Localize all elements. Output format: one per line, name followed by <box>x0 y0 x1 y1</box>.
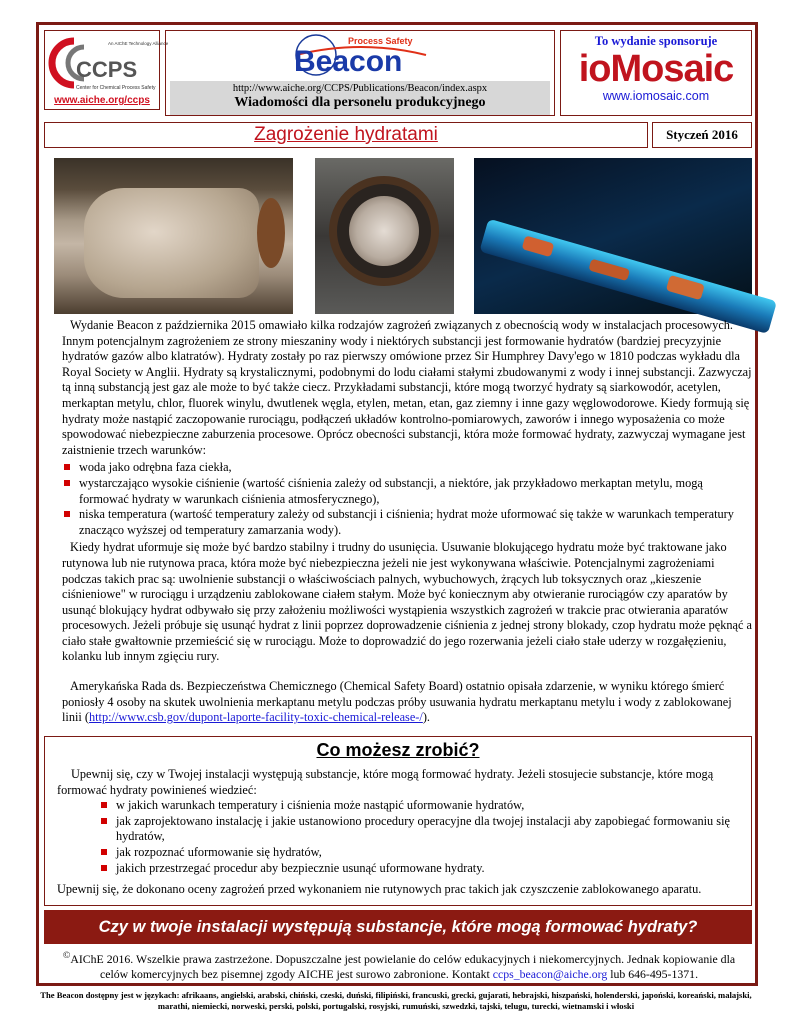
condition-item: wystarczająco wysokie ciśnienie (wartość ciśnienia zależy od substancji, a niektóre, jak przykładowo merkaptan metylu, mogą formować hydraty w warunkach ciśnienia atmosferycznego), <box>64 476 754 507</box>
title-box <box>44 122 648 148</box>
beacon-url[interactable]: http://www.aiche.org/CCPS/Publications/Beacon/index.aspx <box>232 83 488 94</box>
csb-paragraph: Amerykańska Rada ds. Bezpieczeństwa Chemicznego (Chemical Safety Board) ostatnio opisała zdarzenie, w wyniku którego śmierć poniosły 4 osoby na skutek uwolnienia merkaptanu metylu podczas próby usuwania hydratu merkaptanu metylu i wody z zablokowanej linii (http://www.csb.gov/dupont-laporte-facility-toxic-chemical-release-/). <box>62 679 732 725</box>
issue-date: Styczeń 2016 <box>666 127 738 142</box>
ccps-tagline: An AIChE Technology Alliance <box>108 41 169 46</box>
ccps-logo <box>46 33 169 95</box>
article-body <box>62 318 754 726</box>
what-list <box>101 798 739 876</box>
sponsor-box <box>560 30 752 116</box>
what-intro: Upewnij się, czy w Twojej instalacji występują substancje, które mogą formować hydraty. Jeżeli stosujecie substancje, które mogą formować hydraty powinieneś wiedzieć: <box>57 767 714 797</box>
photo-iced-pipeline <box>474 158 752 314</box>
hydrate-removal-paragraph: Kiedy hydrat uformuje się może być bardzo stabilny i trudny do usunięcia. Usuwanie blokującego hydratu może być traktowane jako rutynowa lub nie rutynowa praca, która może być niebezpieczna jeżeli nie jest wykonywana właściwie. Potencjalnymi zagrożeniami podczas takich prac są: uwolnienie substancji o właściwościach palnych, wybuchowych, żrących lub toksycznych oraz „kieszenie ciśnieniowe" w rurociągu i urządzeniu zablokowane ciałem stałym. Może być koniecznym aby otwieranie rurociągów czy aparatów by usunąć blokujący hydrat odbywało się przy założeniu możliwości wystąpienia wszystkich zagrożeń w trakcie prac otwierania aparatów procesowych. Jeżeli próbuje się usunąć hydrat z linii poprzez doprowadzenie ciśnienia z jednej strony blokady, czop hydratu może pęknąć a ciało stałe gwałtownie przemieścić się w rurociągu. Może to doprowadzić do jego rozerwania jeżeli ciało stałe uderzy w rozgałęzieniu, kolanku lub innym zgięciu rury. <box>62 540 752 664</box>
condition-item: niska temperatura (wartość temperatury zależy od substancji i ciśnienia; hydrat może uformować się także w warunkach temperatury znacząco wyższej od temperatury zamarzania wody). <box>64 507 754 538</box>
ccps-name: Center for Chemical Process Safety <box>76 85 156 91</box>
date-box <box>652 122 752 148</box>
conditions-list <box>64 460 754 538</box>
photo-pipe-cross-section <box>315 158 454 314</box>
what-outro: Upewnij się, że dokonano oceny zagrożeń przed wykonaniem nie rutynowych prac takich jak czyszczenie zablokowanego aparatu. <box>57 882 702 897</box>
languages-footer: The Beacon dostępny jest w językach: afrikaans, angielski, arabski, chiński, czeski, duński, filipiński, francuski, grecki, gujarati, hebrajski, hiszpański, holenderski, japoński, koreański, malajski, marathi, niemiecki, norweski, perski, polski, portugalski, rosyjski, rumuński, szwedzki, tajski, telugu, turecki, wietnamski i włoski <box>40 990 752 1011</box>
beacon-box <box>165 30 555 116</box>
condition-item: woda jako odrębna faza ciekła, <box>64 460 754 476</box>
what-item: jak zaprojektowano instalację i jakie ustanowiono procedury operacyjne dla twojej instalacji aby zapobiegać formowaniu się hydratów, <box>101 814 739 845</box>
subtitle: Wiadomości dla personelu produkcyjnego <box>234 95 486 110</box>
csb-link[interactable]: http://www.csb.gov/dupont-laporte-facility-toxic-chemical-release-/ <box>88 710 423 725</box>
beacon-small-text: Process Safety <box>348 36 413 46</box>
what-item: jak rozpoznać uformowanie się hydratów, <box>101 845 739 861</box>
beacon-logo-text: Beacon <box>294 45 403 78</box>
sponsor-url[interactable]: www.iomosaic.com <box>602 89 710 103</box>
what-item: w jakich warunkach temperatury i ciśnienia może nastąpić uformowanie hydratów, <box>101 798 739 814</box>
page-title: Zagrożenie hydratami <box>254 124 438 145</box>
intro-paragraph: Wydanie Beacon z października 2015 omawiało kilka rodzajów zagrożeń związanych z obecnością wody w instalacjach procesowych. Innym potencjalnym zagrożeniem ze strony mieszaniny wody i niektórych substancji jest formowanie hydratów (bardziej precyzyjnie hydratów gazów albo klatratów). Hydraty zostały po raz pierwszy omówione przez Sir Humphrey Davy'ego w 1810 podczas wykładu dla Royal Society w Anglii. Hydraty są krystalicznymi, podobnymi do lodu ciałami stałymi zbudowanymi z wody i innej substancji. Zazwyczaj tą inną substancją jest gaz ale może to być także ciecz. Przykładami substancji, które mogą tworzyć hydraty są siarkowodór, acetylen, merkaptan metylu, chlor, fluorek winylu, dwutlenek węgla, etylen, metan, etan, gaz ziemny i inne gazy węglowodorowe. Kiedy formują się hydraty może nastąpić zaczopowanie rurociągu, podłączeń układów kontrolno-pomiarowych, zaworów i innego wyposażenia co może spowodować niebezpieczne zaburzenia procesowe. Oprócz obecności substancji, która może formować hydraty, zazwyczaj wymagane jest zaistnienie trzech warunków: <box>62 318 752 457</box>
what-heading: Co możesz zrobić? <box>316 740 480 760</box>
beacon-logo <box>286 33 436 79</box>
ccps-url[interactable]: www.aiche.org/ccps <box>54 95 150 106</box>
what-item: jakich przestrzegać procedur aby bezpiecznie usunąć uformowane hydraty. <box>101 861 739 877</box>
sponsor-label: To wydanie sponsoruje <box>594 34 718 48</box>
ccps-logo-box <box>44 30 169 110</box>
ccps-logo-text: CCPS <box>76 57 138 82</box>
copyright: ©AIChE 2016. Wszelkie prawa zastrzeżone. Dopuszczalne jest powielanie do celów edukacyjnych i niekomercyjnych. Jednak kopiowanie dla celów komercyjnych bez pisemnej zgody AICHE jest surowo zabronione. Kontakt ccps_beacon@aiche.org lub 646-495-1371. <box>62 950 736 981</box>
contact-email[interactable]: ccps_beacon@aiche.org <box>492 966 608 981</box>
sponsor-logo: ioMosaic <box>578 48 734 90</box>
banner <box>44 910 752 944</box>
what-box <box>44 736 752 906</box>
banner-text: Czy w twoje instalacji występują substancje, które mogą formować hydraty? <box>98 918 698 936</box>
photo-hydrate-plug <box>54 158 293 314</box>
